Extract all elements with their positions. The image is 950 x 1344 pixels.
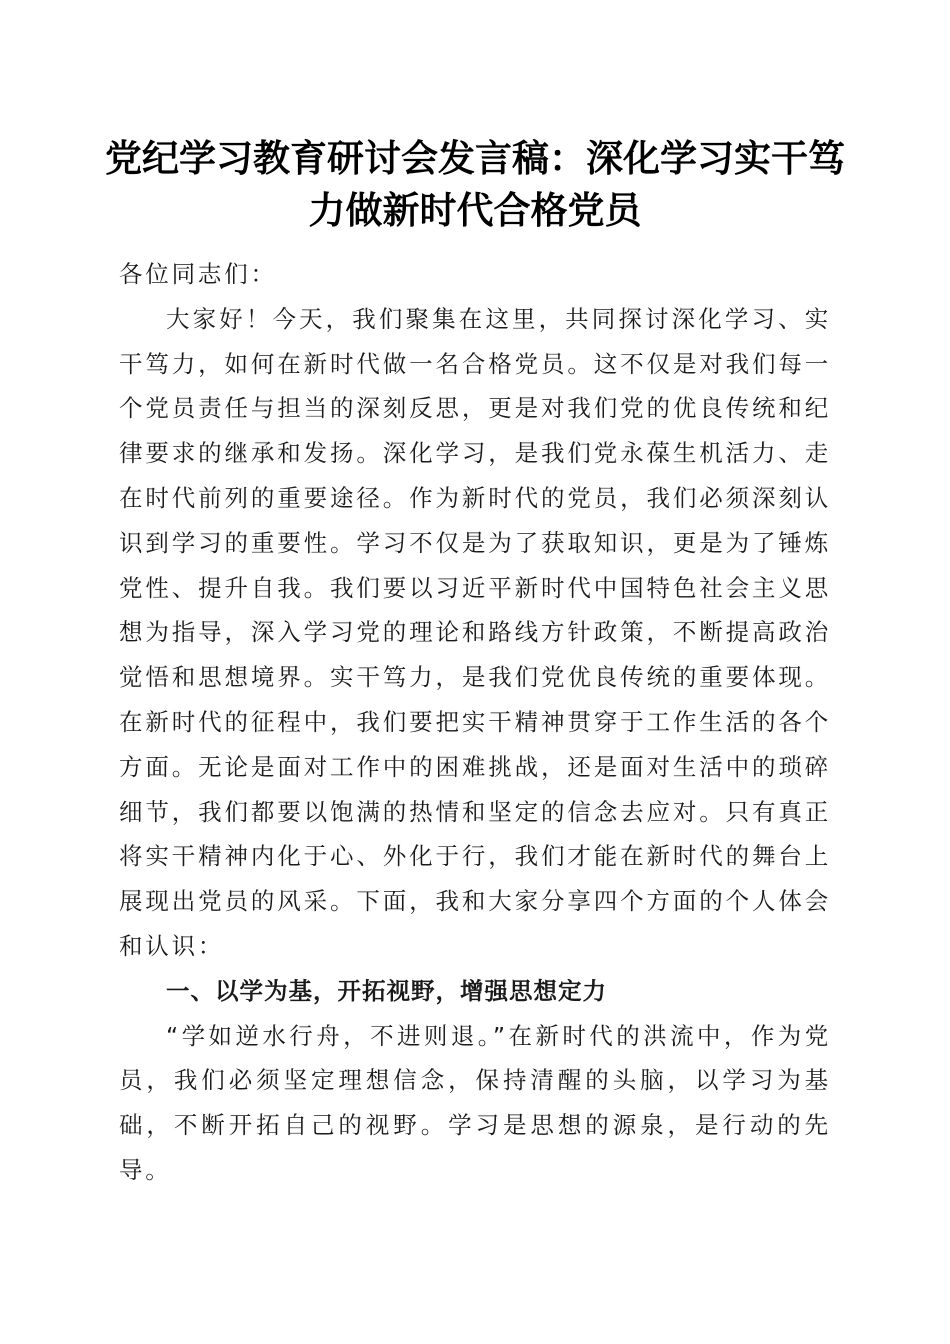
title-line-1: 党纪学习教育研讨会发言稿：深化学习实干笃 (105, 136, 845, 180)
document-title (95, 132, 855, 236)
title-line-2: 力做新时代合格党员 (308, 188, 642, 232)
document-body (119, 252, 831, 1193)
section-heading-1: 一、以学为基，开拓视野，增强思想定力 (166, 976, 607, 1005)
section-1-paragraph: “学如逆水行舟，不进则退。”在新时代的洪流中，作为党员，我们必须坚定理想信念，保持清醒的头脑，以学习为基础，不断开拓自己的视野。学习是思想的源泉，是行动的先导。 (119, 1021, 831, 1184)
opening-paragraph: 大家好！今天，我们聚集在这里，共同探讨深化学习、实干笃力，如何在新时代做一名合格党员。这不仅是对我们每一个党员责任与担当的深刻反思，更是对我们党的优良传统和纪律要求的继承和发扬。深化学习，是我们党永葆生机活力、走在时代前列的重要途径。作为新时代的党员，我们必须深刻认识到学习的重要性。学习不仅是为了获取知识，更是为了锤炼党性、提升自我。我们要以习近平新时代中国特色社会主义思想为指导，深入学习党的理论和路线方针政策，不断提高政治觉悟和思想境界。实干笃力，是我们党优良传统的重要体现。在新时代的征程中，我们要把实干精神贯穿于工作生活的各个方面。无论是面对工作中的困难挑战，还是面对生活中的琐碎细节，我们都要以饱满的热情和坚定的信念去应对。只有真正将实干精神内化于心、外化于行，我们才能在新时代的舞台上展现出党员的风采。下面，我和大家分享四个方面的个人体会和认识： (119, 304, 831, 960)
salutation: 各位同志们： (119, 260, 277, 288)
